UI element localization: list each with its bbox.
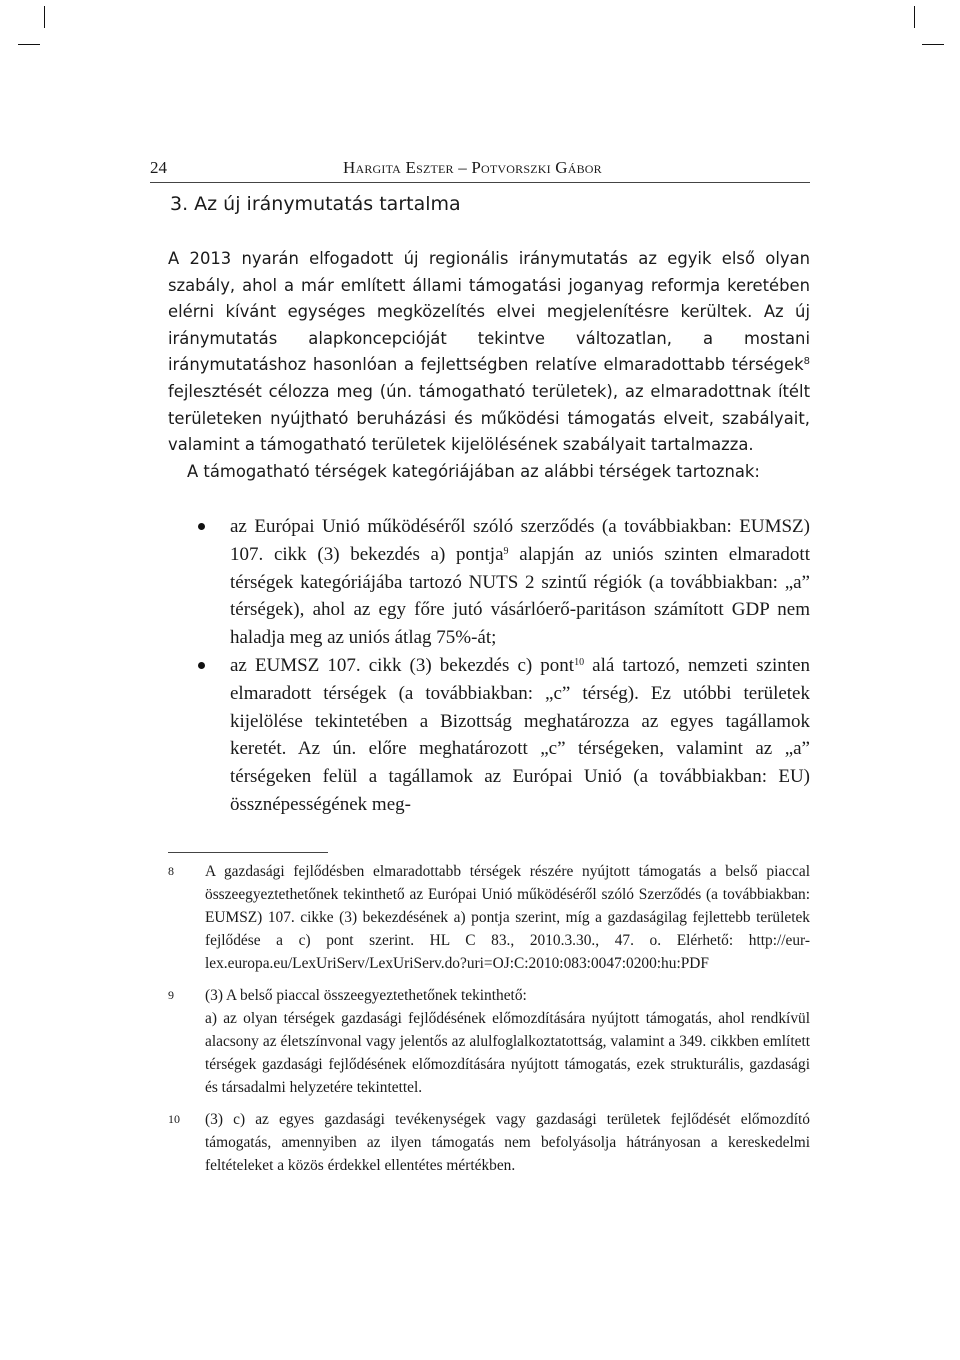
- footnote-number: 10: [168, 1112, 180, 1126]
- footnote-separator: [168, 852, 328, 853]
- header-rule: [150, 182, 810, 183]
- paragraph-1: [168, 246, 810, 459]
- bullet-1-continuation: alapján az uniós szinten elmaradott térségek kategóriájába tartozó NUTS 2 szintű régiók (a továbbiakban: „a” térségek), ahol az egy főre jutó vásárlóerő-paritáson számított GDP nem haladja meg az uniós átlag 75%-át;: [230, 543, 810, 649]
- footnote-ref-9[interactable]: 9: [503, 545, 509, 557]
- page-header: [150, 158, 810, 184]
- footnote-9-line-2: a) az olyan térségek gazdasági fejlődésének előmozdítására nyújtott támogatás, ahol rendkívül alacsony az életszínvonal vagy jelentős az alulfoglalkoztatottság, valamint a 349. cikkben említett térségek gazdasági fejlődésének előmozdítására nyújtott támogatás, ezek strukturális, gazdasági és társadalmi helyzetére tekintettel.: [205, 1010, 810, 1096]
- list-item: [168, 652, 810, 819]
- footnote-8: [168, 860, 810, 975]
- running-head: Hargita Eszter – Potvorszki Gábor: [343, 158, 602, 177]
- bullet-2-text: az EUMSZ 107. cikk (3) bekezdés c) pont: [230, 654, 575, 676]
- paragraph-1-text: A 2013 nyarán elfogadott új regionális iránymutatás az egyik első olyan szabály, ahol a már említett állami támogatási joganyag reformja keretében elérni kívánt egységes megközelítés elvei megjelenítésre kerültek. Az új iránymutatás alapkoncepcióját tekintve változatlan, a mostani iránymutatáshoz hasonlóan a fejlettségben relatíve elmaradottabb térségek: [168, 249, 810, 375]
- paragraph-1-continuation: fejlesztését célozza meg (ún. támogatható területek), az elmaradottnak ítélt területeken nyújtható beruházási és működési támogatás elveit, szabályait, valamint a támogatható területek kijelölésének szabályait tartalmazza.: [168, 381, 810, 455]
- bullet-2-continuation: alá tartozó, nemzeti szinten elmaradott térségek (a továbbiakban: „c” térség). Ez utóbbi területek kijelölése tekintetében a Bizottság meghatározza az egyes tagállamok keretét. Az ún. előre meghatározott „c” térségeken, valamint az „a” térségeken felül a tagállamok az Európai Unió (a továbbiakban: EU) össznépességének meg-: [230, 654, 811, 815]
- footnote-9: [168, 984, 810, 1099]
- bullet-list: [168, 513, 810, 819]
- body-text: [168, 246, 810, 485]
- footnote-10: [168, 1108, 810, 1177]
- footnote-number: 9: [168, 988, 174, 1002]
- footnote-ref-10[interactable]: 10: [574, 656, 585, 668]
- footnote-10-text: (3) c) az egyes gazdasági tevékenységek vagy gazdasági területek fejlődését előmozdító támogatás, amennyiben az ilyen támogatás nem befolyásolja hátrányosan a kereskedelmi feltételeket a közös érdekkel ellentétes mértékben.: [205, 1111, 810, 1174]
- section-title: 3. Az új iránymutatás tartalma: [170, 193, 461, 215]
- page-number: 24: [150, 158, 167, 177]
- paragraph-2: A támogatható térségek kategóriájában az alábbi térségek tartoznak:: [187, 461, 760, 481]
- crop-mark-top-left: [18, 6, 40, 28]
- footnote-number: 8: [168, 864, 174, 878]
- footnote-ref-8[interactable]: 8: [803, 356, 810, 368]
- bullet-1-text: az Európai Unió működéséről szóló szerződés (a továbbiakban: EUMSZ) 107. cikk (3) bekezdés a) pontja: [230, 516, 810, 565]
- footnotes: [168, 860, 810, 1186]
- list-item: [168, 513, 810, 652]
- bullet-icon: [198, 523, 205, 530]
- footnote-8-text: A gazdasági fejlődésben elmaradottabb térségek részére nyújtott támogatás a belső piaccal összeegyeztethetőnek tekinthető az Európai Unió működéséről szóló Szerződés (a továbbiakban: EUMSZ) 107. cikke (3) bekezdésének a) pontja szerint, míg a gazdaságilag fejlettebb területek fejlődése a c) pont szerint. HL C 83., 2010.3.30., 47. o. Elérhető: http://eur-lex.europa.eu/LexUriServ/LexUriServ.do?uri=OJ:C:2010:083:0047:0200:hu:PDF: [205, 863, 810, 972]
- bullet-icon: [198, 662, 205, 669]
- footnote-9-line-1: (3) A belső piaccal összeegyeztethetőnek tekinthető:: [205, 987, 527, 1004]
- crop-mark-top-right: [908, 6, 930, 28]
